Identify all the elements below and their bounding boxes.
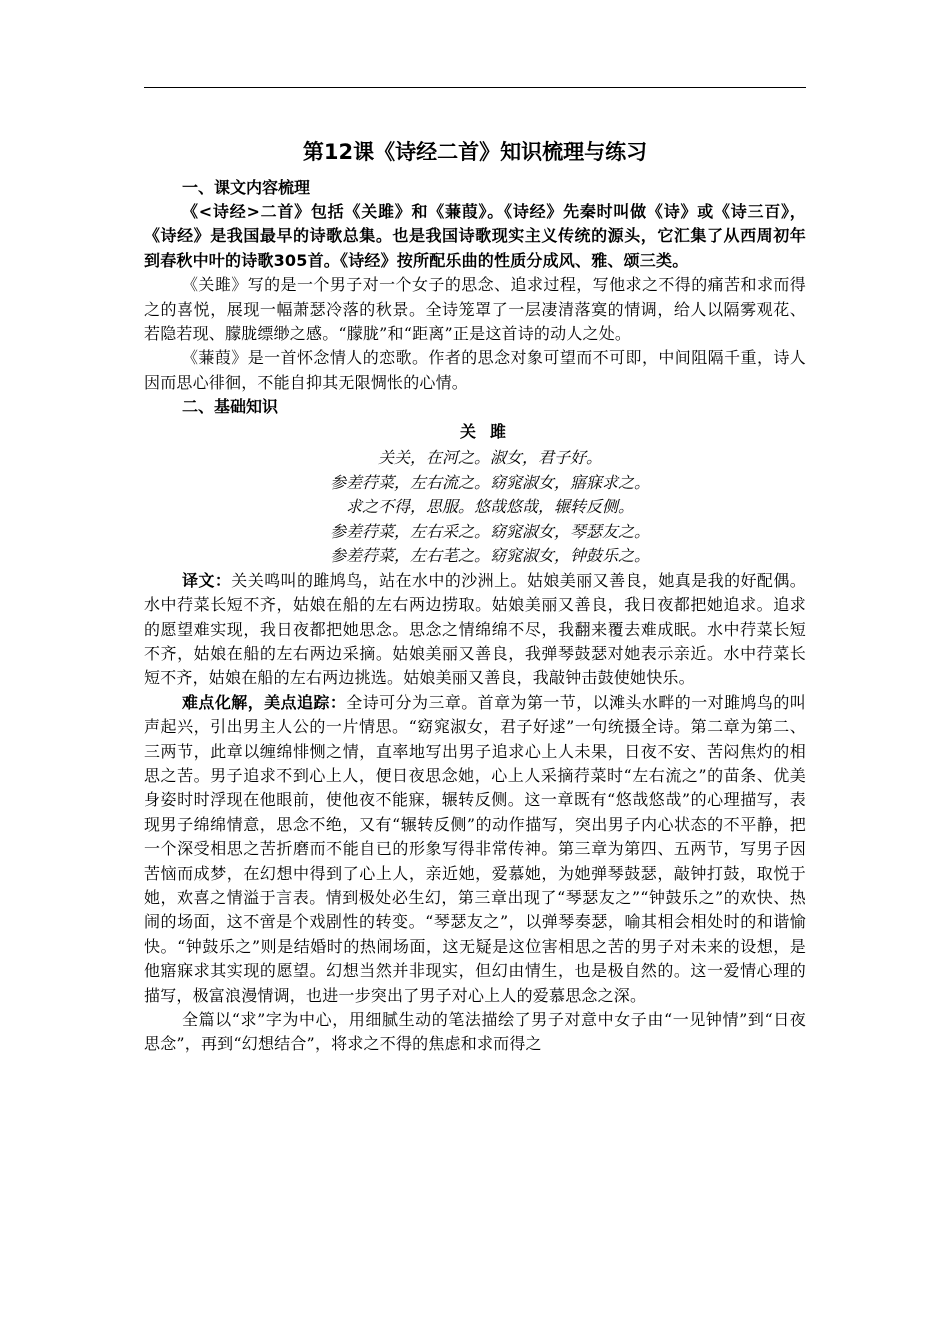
translation-text: 关关鸣叫的雎鸠鸟，站在水中的沙洲上。姑娘美丽又善良，她真是我的好配偶。水中荇菜长短不齐，姑娘在船的左右两边捞取。姑娘美丽又善良，我日夜都把她追求。追求的愿望难实现，我日夜都把她思念。思念之情绵绵不尽，我翻来覆去难成眠。水中荇菜长短不齐，姑娘在船的左右两边采摘。姑娘美丽又善良，我弹琴鼓瑟对她表示亲近。水中荇菜长短不齐，姑娘在船的左右两边挑选。姑娘美丽又善良，我敲钟击鼓使她快乐。 (144, 570, 806, 688)
document-body (144, 176, 806, 1057)
section-heading-1: 一、课文内容梳理 (182, 178, 311, 197)
paragraph-guanju: 《关雎》写的是一个男子对一个女子的思念、追求过程，写他求之不得的痛苦和求而得之的喜悦，展现一幅萧瑟冷落的秋景。全诗笼罩了一层凄清落寞的情调，给人以隔雾观花、若隐若现、朦胧缥缈之感。“朦胧”和“距离”正是这首诗的动人之处。 (144, 275, 806, 344)
analysis-label: 难点化解，美点追踪： (182, 692, 347, 712)
header-rule (144, 87, 806, 88)
poem-line: 参差荇菜，左右芼之。窈窕淑女，钟鼓乐之。 (329, 546, 650, 566)
poem-line: 求之不得，思服。悠哉悠哉，辗转反侧。 (345, 497, 634, 517)
closing-paragraph: 全篇以“求”字为中心，用细腻生动的笔法描绘了男子对意中女子由“一见钟情”到“日夜思念”，再到“幻想结合”，将求之不得的焦虑和求而得之 (144, 1010, 806, 1054)
poem-title: 关雎 (459, 422, 520, 442)
analysis-paragraph (144, 691, 806, 1008)
poem-line: 关关，在河之。淑女，君子好。 (377, 448, 602, 468)
page-title: 第12课《诗经二首》知识梳理与练习 (302, 140, 648, 164)
translation-paragraph (144, 569, 806, 691)
poem-line: 参差荇菜，左右采之。窈窕淑女，琴瑟友之。 (329, 521, 650, 541)
poem-line: 参差荇菜，左右流之。窈窕淑女，寤寐求之。 (329, 472, 650, 492)
translation-label: 译文： (182, 570, 232, 590)
paragraph-jianjia: 《蒹葭》是一首怀念情人的恋歌。作者的思念对象可望而不可即，中间阻隔千重，诗人因而思心徘徊，不能自抑其无限惆怅的心情。 (144, 348, 806, 392)
section-heading-2: 二、基础知识 (182, 397, 279, 417)
analysis-text: 全诗可分为三章。首章为第一节，以滩头水畔的一对雎鸠鸟的叫声起兴，引出男主人公的一片情思。“窈窕淑女，君子好逑”一句统摄全诗。第二章为第二、三两节，此章以缠绵悱恻之情，直率地写出男子追求心上人未果，日夜不安、苦闷焦灼的相思之苦。男子追求不到心上人，便日夜思念她，心上人采摘荇菜时“左右流之”的苗条、优美身姿时时浮现在他眼前，使他夜不能寐，辗转反侧。这一章既有“悠哉悠哉”的心理描写，表现男子绵绵情意，思念不绝，又有“辗转反侧”的动作描写，突出男子内心状态的不平静，把一个深受相思之苦折磨而不能自已的形象写得非常传神。第三章为第四、五两节，写男子因苦恼而成梦，在幻想中得到了心上人，亲近她，爱慕她，为她弹琴鼓瑟，敲钟打鼓，取悦于她，欢喜之情溢于言表。情到极处必生幻，第三章出现了“琴瑟友之”“钟鼓乐之”的欢快、热闹的场面，这不啻是个戏剧性的转变。“琴瑟友之”，以弹琴奏瑟，喻其相会相处时的和谐愉快。“钟鼓乐之”则是结婚时的热闹场面，这无疑是这位害相思之苦的男子对未来的设想，是他寤寐求其实现的愿望。幻想当然并非现实，但幻由情生，也是极自然的。这一爱情心理的描写，极富浪漫情调，也进一步突出了男子对心上人的爱慕思念之深。 (144, 692, 806, 1005)
paragraph-intro: 《<诗经>二首》包括《关雎》和《蒹葭》。《诗经》先秦时叫做《诗》或《诗三百》，《诗经》是我国最早的诗歌总集。也是我国诗歌现实主义传统的源头，它汇集了从西周初年到春秋中叶的诗歌305首。《诗经》按所配乐曲的性质分成风、雅、颂三类。 (144, 202, 806, 270)
